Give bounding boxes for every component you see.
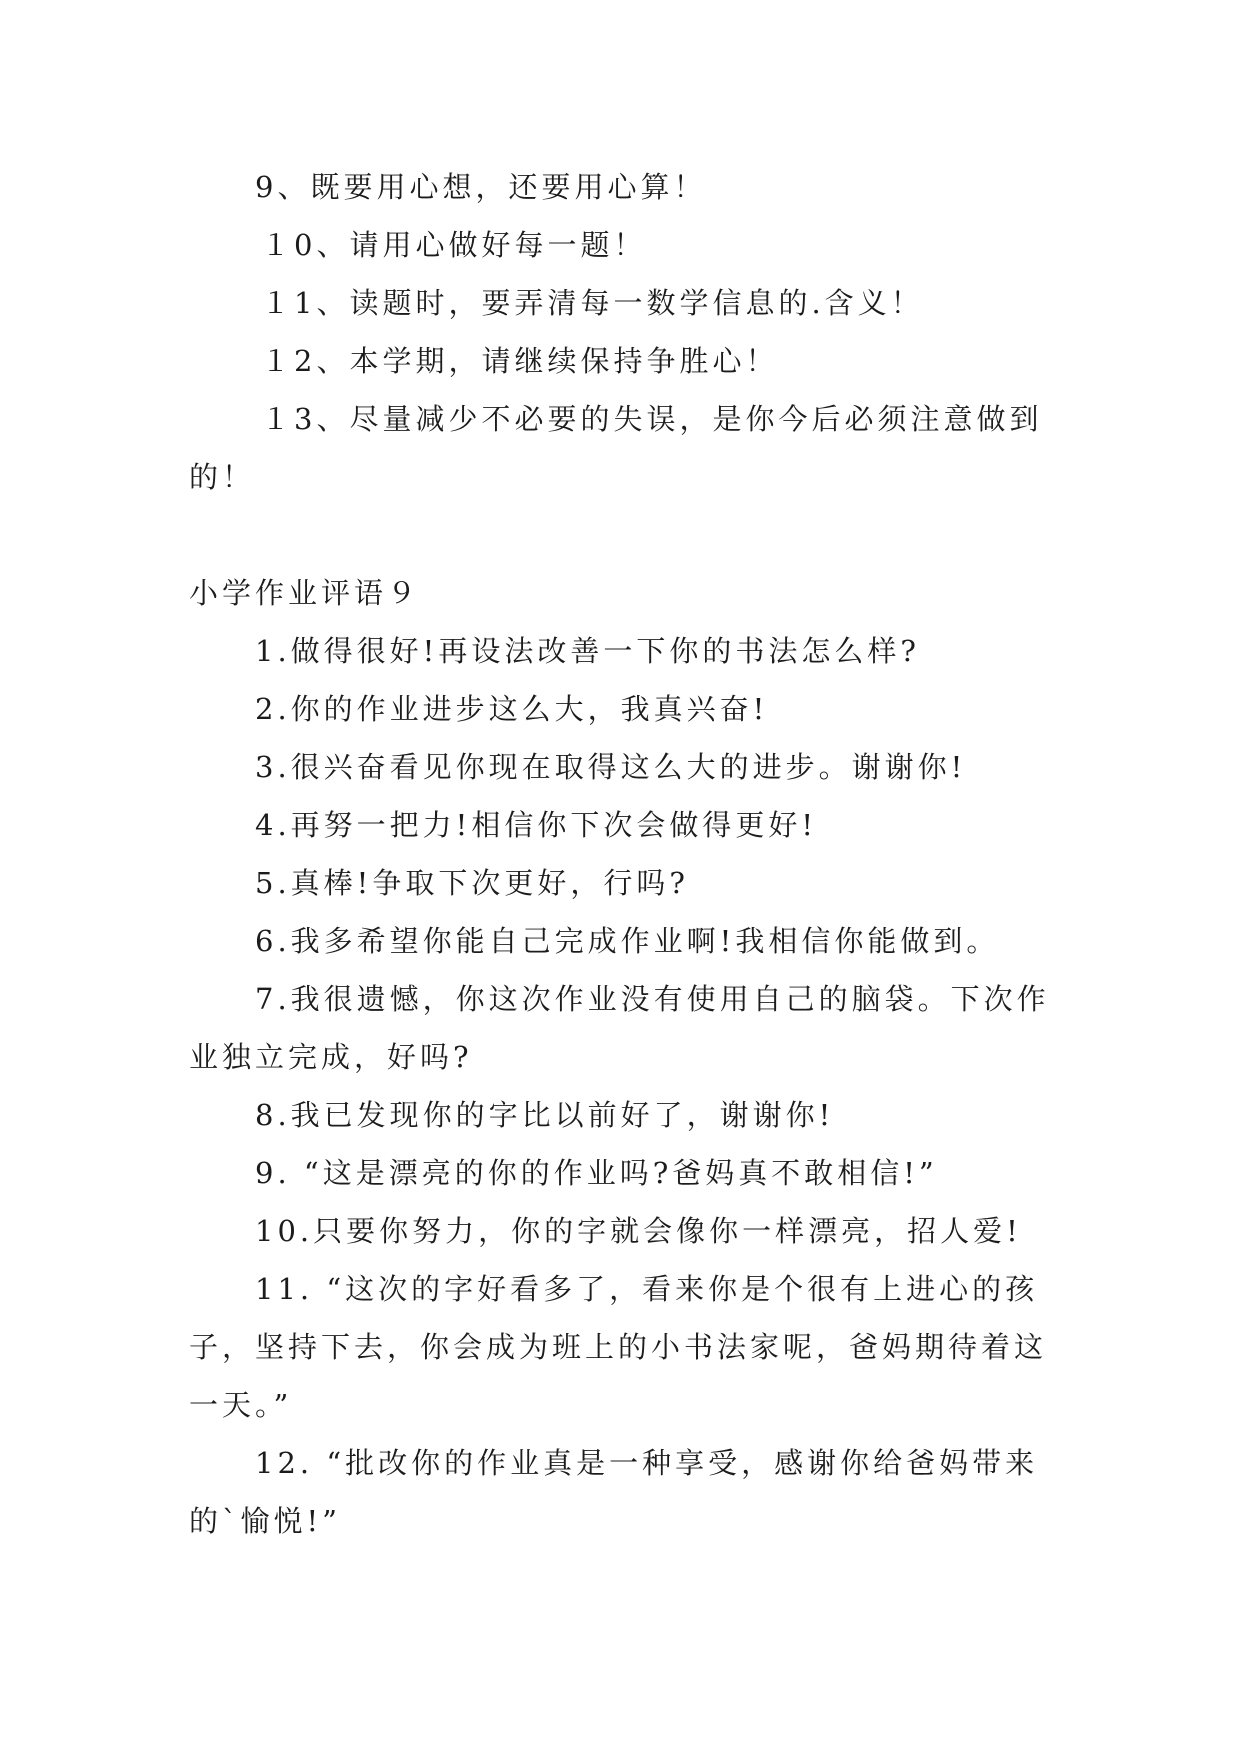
list-item: １3、尽量减少不必要的失误，是你今后必须注意做到的！ bbox=[189, 402, 1043, 494]
comment-item: 5.真棒!争取下次更好，行吗? bbox=[255, 866, 689, 900]
comment-item: 9. “这是漂亮的你的作业吗?爸妈真不敢相信!” bbox=[255, 1156, 938, 1190]
document-content bbox=[189, 158, 1059, 1550]
comment-item: 12. “批改你的作业真是一种享受，感谢你给爸妈带来的`愉悦!” bbox=[189, 1446, 1039, 1538]
list-item: １1、读题时，要弄清每一数学信息的.含义！ bbox=[261, 286, 924, 320]
section-title: 小学作业评语９ bbox=[189, 576, 421, 610]
comment-item: 6.我多希望你能自己完成作业啊!我相信你能做到。 bbox=[255, 924, 1000, 958]
comment-item: 3.很兴奋看见你现在取得这么大的进步。谢谢你! bbox=[255, 750, 967, 784]
list-item: １0、请用心做好每一题！ bbox=[261, 228, 647, 262]
list-item: 9、既要用心想，还要用心算！ bbox=[255, 170, 707, 204]
list-item: １2、本学期，请继续保持争胜心！ bbox=[261, 344, 779, 378]
section-gap bbox=[189, 506, 1059, 564]
comment-item: 11. “这次的字好看多了，看来你是个很有上进心的孩子，坚持下去，你会成为班上的小书法家呢，爸妈期待着这一天。” bbox=[189, 1272, 1048, 1422]
comment-item: 7.我很遗憾，你这次作业没有使用自己的脑袋。下次作业独立完成，好吗? bbox=[189, 982, 1050, 1074]
comment-item: 2.你的作业进步这么大，我真兴奋! bbox=[255, 692, 769, 726]
comment-item: 4.再努一把力!相信你下次会做得更好! bbox=[255, 808, 817, 842]
comment-item: 10.只要你努力，你的字就会像你一样漂亮，招人爱! bbox=[255, 1214, 1022, 1248]
comment-item: 8.我已发现你的字比以前好了，谢谢你! bbox=[255, 1098, 835, 1132]
comment-item: 1.做得很好!再设法改善一下你的书法怎么样? bbox=[255, 634, 920, 668]
